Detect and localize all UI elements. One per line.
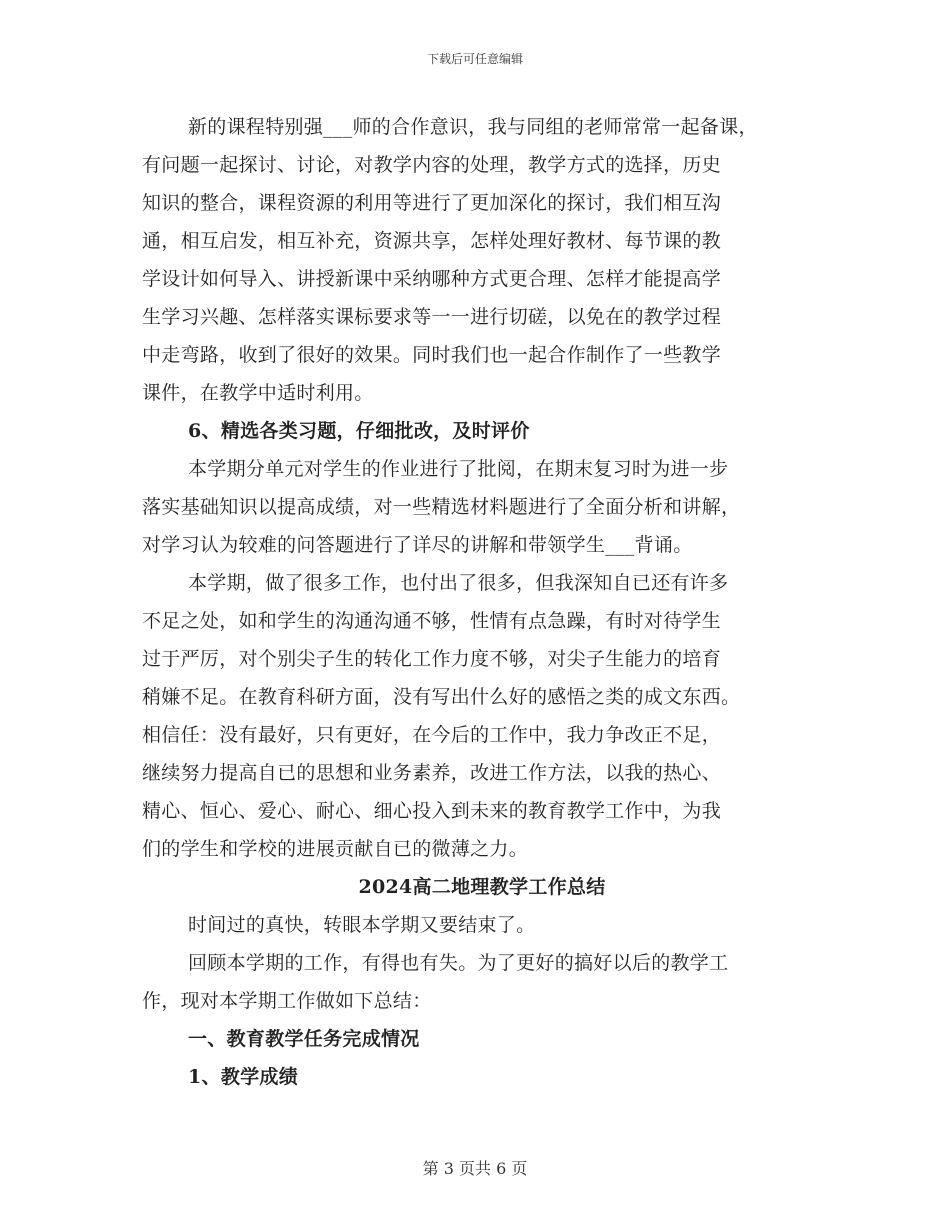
section-heading: 6、精选各类习题，仔细批改，及时评价	[188, 420, 530, 442]
paragraph-line: 相信任：没有最好，只有更好，在今后的工作中，我力争改正不足，	[142, 724, 722, 746]
paragraph-line: 新的课程特别强___师的合作意识，我与同组的老师常常一起备课，	[188, 116, 758, 138]
paragraph-line: 本学期，做了很多工作，也付出了很多，但我深知自已还有许多	[188, 572, 729, 594]
paragraph-line: 精心、恒心、爱心、耐心、细心投入到未来的教育教学工作中，为我	[142, 800, 722, 822]
page-header: 下载后可任意编辑	[426, 52, 523, 66]
paragraph-line: 中走弯路，收到了很好的效果。同时我们也一起合作制作了一些教学	[142, 344, 722, 366]
paragraph-line: 时间过的真快，转眼本学期又要结束了。	[188, 914, 536, 936]
paragraph-line: 生学习兴趣、怎样落实课标要求等一一进行切磋，以免在的教学过程	[142, 306, 722, 328]
section-title: 2024高二地理教学工作总结	[358, 876, 606, 898]
paragraph-line: 继续努力提高自已的思想和业务素养，改进工作方法，以我的热心、	[142, 762, 722, 784]
paragraph-line: 过于严厉，对个别尖子生的转化工作力度不够，对尖子生能力的培育	[142, 648, 722, 670]
paragraph-line: 有问题一起探讨、讨论，对教学内容的处理，教学方式的选择，历史	[142, 154, 722, 176]
paragraph-line: 学设计如何导入、讲授新课中采纳哪种方式更合理、怎样才能提高学	[142, 268, 722, 290]
paragraph-line: 通，相互启发，相互补充，资源共享，怎样处理好教材、每节课的教	[142, 230, 722, 252]
paragraph-line: 对学习认为较难的问答题进行了详尽的讲解和带领学生___背诵。	[142, 534, 693, 556]
paragraph-line: 们的学生和学校的进展贡献自已的微薄之力。	[142, 838, 529, 860]
paragraph-line: 回顾本学期的工作，有得也有失。为了更好的搞好以后的教学工	[188, 952, 729, 974]
paragraph-line: 知识的整合，课程资源的利用等进行了更加深化的探讨，我们相互沟	[142, 192, 722, 214]
paragraph-line: 作，现对本学期工作做如下总结：	[142, 990, 432, 1012]
section-heading: 1、教学成绩	[188, 1066, 299, 1088]
paragraph-line: 落实基础知识以提高成绩，对一些精选材料题进行了全面分析和讲解，	[142, 496, 741, 518]
paragraph-line: 稍嫌不足。在教育科研方面，没有写出什么好的感悟之类的成文东西。	[142, 686, 741, 708]
paragraph-line: 课件，在教学中适时利用。	[142, 382, 374, 404]
paragraph-line: 本学期分单元对学生的作业进行了批阅，在期末复习时为进一步	[188, 458, 729, 480]
paragraph-line: 不足之处，如和学生的沟通沟通不够，性情有点急躁，有时对待学生	[142, 610, 722, 632]
section-heading: 一、教育教学任务完成情况	[188, 1028, 420, 1050]
page-footer: 第 3 页共 6 页	[422, 1159, 528, 1178]
document-body	[142, 108, 822, 1096]
